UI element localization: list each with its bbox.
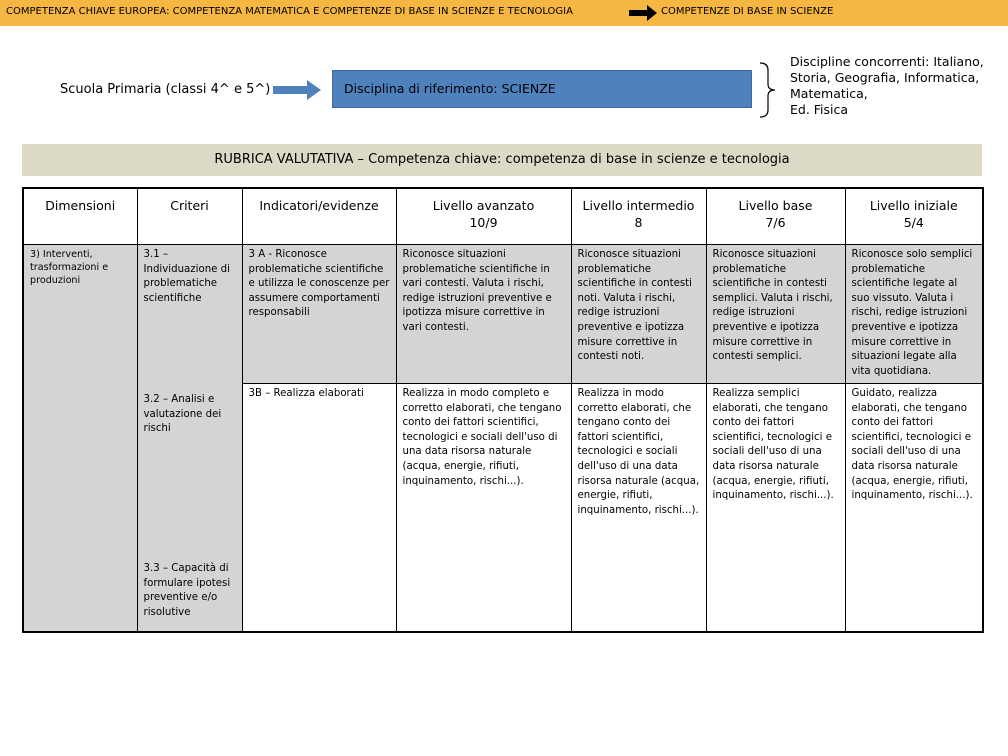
- header-iniziale: Livello iniziale 5/4: [845, 188, 983, 245]
- iniziale-3a: Riconosce solo semplici problematiche scientifiche legate al suo vissuto. Valuta i rischi, redige istruzioni preventive e ipotizza misure correttive in situazioni legate alla vita quotidiana.: [845, 245, 983, 384]
- indicatore-3a: 3 A - Riconosce problematiche scientifiche e utilizza le conoscenze per assumere comportamenti responsabili: [242, 245, 396, 384]
- concorrenti-line: Ed. Fisica: [790, 102, 849, 117]
- intermedio-3a: Riconosce situazioni problematiche scientifiche in contesti noti. Valuta i rischi, redige istruzioni preventive e ipotizza misure correttive in contesti noti.: [571, 245, 706, 384]
- criterio-3-3: 3.3 – Capacità di formulare ipotesi preventive e/o risolutive: [143, 563, 231, 618]
- arrow-right-icon: [629, 5, 657, 21]
- indicatore-3b: 3B – Realizza elaborati: [242, 384, 396, 633]
- header-indicatori: Indicatori/evidenze: [242, 188, 396, 245]
- table-header-row: [23, 188, 983, 245]
- concorrenti-line: Matematica,: [790, 86, 868, 101]
- brace-icon: [758, 62, 778, 118]
- header-avanzato: Livello avanzato 10/9: [396, 188, 571, 245]
- iniziale-3b: Guidato, realizza elaborati, che tengano conto dei fattori scientifici, tecnologici e sociali dell'uso di una data risorsa naturale (acqua, energie, rifiuti, inquinamento, rischi...).: [845, 384, 983, 633]
- rubrica-banner: [22, 144, 982, 176]
- table-row: [23, 245, 983, 384]
- concorrenti-line: Storia, Geografia, Informatica,: [790, 70, 980, 85]
- base-3a: Riconosce situazioni problematiche scientifiche in contesti semplici. Valuta i rischi, redige istruzioni preventive e ipotizza misure correttive in contesti semplici.: [706, 245, 845, 384]
- criterio-3-1: 3.1 – Individuazione di problematiche scientifiche: [143, 249, 230, 304]
- header-intermedio: Livello intermedio 8: [571, 188, 706, 245]
- dimensione-cell: 3) Interventi, trasformazioni e produzioni: [23, 245, 137, 633]
- competenza-chiave-label: COMPETENZA CHIAVE EUROPEA: COMPETENZA MATEMATICA E COMPETENZE DI BASE IN SCIENZE E TECNOLOGIA: [6, 6, 573, 17]
- competenze-base-label: COMPETENZE DI BASE IN SCIENZE: [661, 6, 834, 17]
- arrow-right-icon: [273, 80, 321, 100]
- intermedio-3b: Realizza in modo corretto elaborati, che tengano conto dei fattori scientifici, tecnologici e sociali dell'uso di una data risorsa naturale (acqua, energie, rifiuti, inquinamento, rischi...).: [571, 384, 706, 633]
- avanzato-3a: Riconosce situazioni problematiche scientifiche in vari contesti. Valuta i rischi, redige istruzioni preventive e ipotizza misure correttive in vari contesti.: [396, 245, 571, 384]
- concorrenti-line: Discipline concorrenti: Italiano,: [790, 54, 984, 69]
- criterio-3-2: 3.2 – Analisi e valutazione dei rischi: [143, 394, 222, 435]
- avanzato-3b: Realizza in modo completo e corretto elaborati, che tengano conto dei fattori scientifici, tecnologici e sociali dell'uso di una data risorsa naturale (acqua, energie, rifiuti, inquinamento, rischi...).: [396, 384, 571, 633]
- criteri-cell: [137, 245, 242, 633]
- disciplina-label: Disciplina di riferimento: SCIENZE: [344, 81, 556, 96]
- disciplina-box: [332, 70, 752, 108]
- rubrica-title: RUBRICA VALUTATIVA – Competenza chiave: competenza di base in scienze e tecnologia: [214, 152, 790, 167]
- school-label: Scuola Primaria (classi 4^ e 5^): [60, 82, 271, 97]
- header-criteri: Criteri: [137, 188, 242, 245]
- discipline-concorrenti: [790, 54, 1005, 118]
- header-bar: [0, 0, 1008, 26]
- rubric-table: [22, 187, 984, 633]
- base-3b: Realizza semplici elaborati, che tengano conto dei fattori scientifici, tecnologici e sociali dell'uso di una data risorsa naturale (acqua, energie, rifiuti, inquinamento, rischi...).: [706, 384, 845, 633]
- header-dimensioni: Dimensioni: [23, 188, 137, 245]
- header-base: Livello base 7/6: [706, 188, 845, 245]
